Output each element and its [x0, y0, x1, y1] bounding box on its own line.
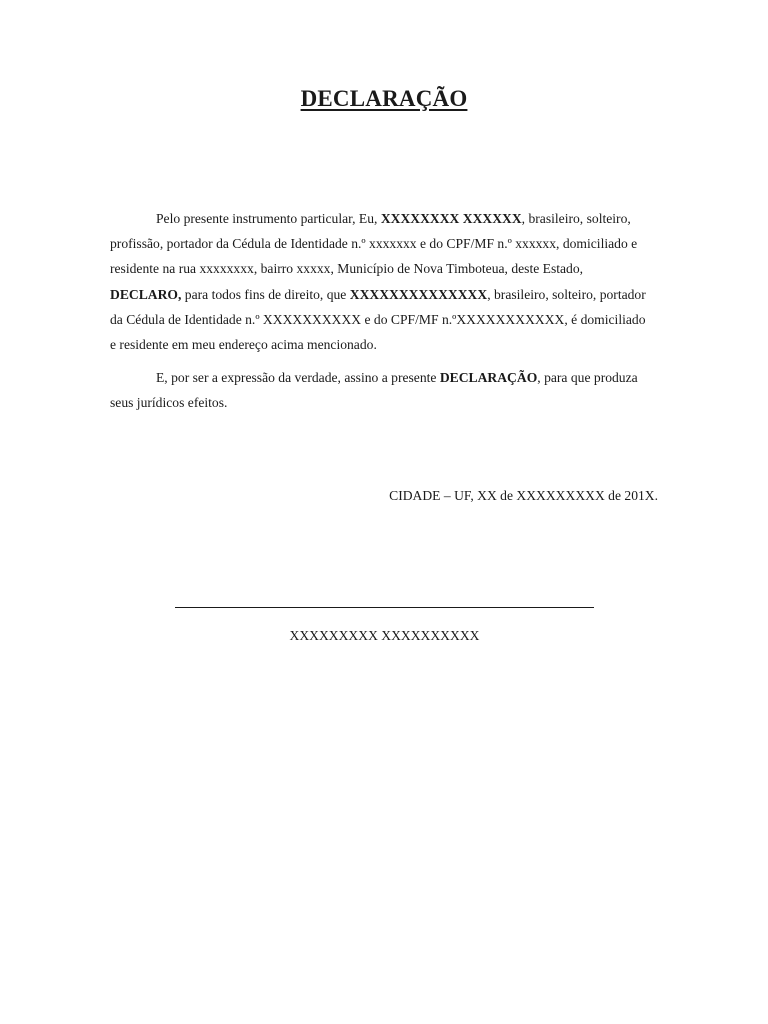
- paragraph2-text-1: E, por ser a expressão da verdade, assino a presente: [156, 370, 440, 386]
- declaracao-keyword: DECLARAÇÃO: [439, 370, 538, 386]
- paragraph2-text-2: , para que produza seus jurídicos efeitos.: [110, 370, 638, 411]
- declarant-name: XXXXXXXX XXXXXX: [380, 211, 522, 226]
- paragraph-closing: [110, 365, 650, 415]
- document-body: [110, 206, 650, 416]
- paragraph-declaration: [110, 206, 650, 357]
- signature-name: XXXXXXXXX XXXXXXXXXX: [289, 628, 480, 643]
- paragraph1-text-1: Pelo presente instrumento particular, Eu,: [156, 211, 381, 226]
- date-location-line: CIDADE – UF, XX de XXXXXXXXX de 201X.: [389, 488, 658, 503]
- paragraph1-text-2: , brasileiro, solteiro, profissão, portador da Cédula de Identidade n.º xxxxxxx e do CPF/MF n.º xxxxxx, domiciliado e residente na rua xxxxxxxx, bairro xxxxx, Município de Nova Timboteua, deste Estado,: [110, 211, 638, 277]
- paragraph1-text-4: , brasileiro, solteiro, portador da Cédula de Identidade n.º XXXXXXXXXX e do CPF/MF n.ºXXXXXXXXXXX, é domiciliado e residente em meu endereço acima mencionado.: [110, 286, 646, 353]
- document-title: DECLARAÇÃO: [300, 86, 468, 111]
- declaro-keyword: DECLARO,: [110, 286, 182, 302]
- declared-person-name: XXXXXXXXXXXXXX: [349, 286, 488, 302]
- paragraph1-text-3: para todos fins de direito, que: [181, 286, 350, 302]
- signature-line: [175, 607, 594, 608]
